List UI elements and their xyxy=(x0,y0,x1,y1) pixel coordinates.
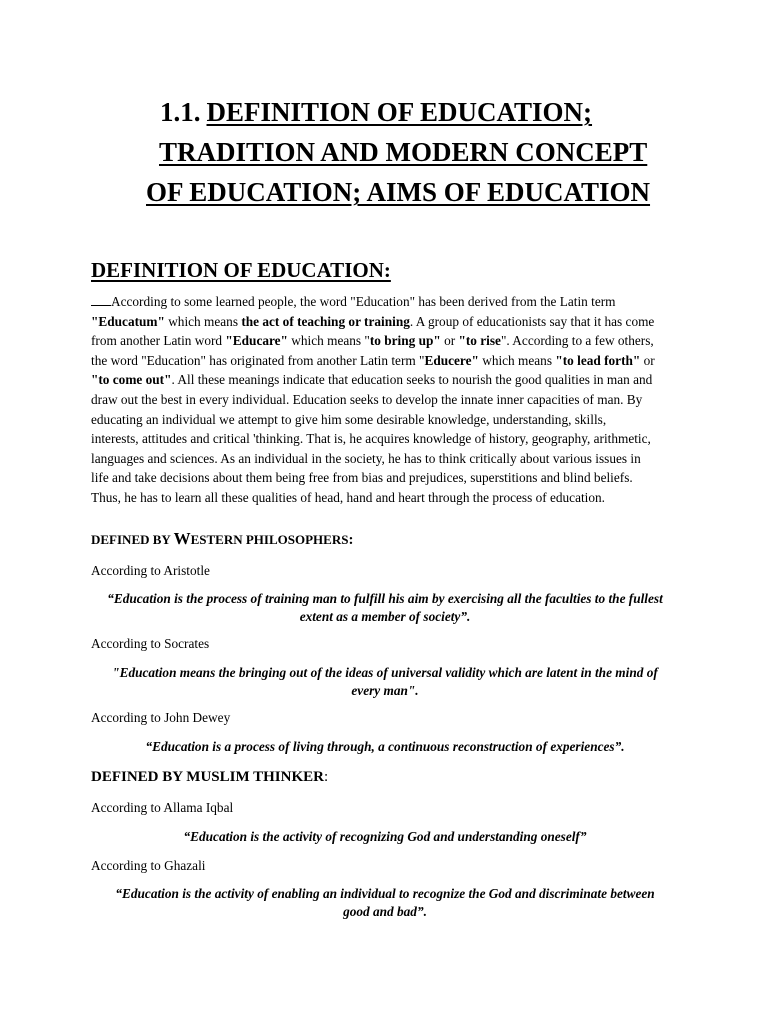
iqbal-label: According to Allama Iqbal xyxy=(91,800,234,815)
dewey-quote xyxy=(91,738,679,756)
text-run: which means xyxy=(164,313,242,329)
dewey-label: According to John Dewey xyxy=(91,710,231,725)
text-run: According to some learned people, the word "Education" has been derived from the Latin term xyxy=(111,294,616,309)
term-educere: Educere" xyxy=(424,352,479,368)
quote-line: every man". xyxy=(351,683,419,698)
heading-run: DEFINED BY MUSLIM THINKER xyxy=(91,769,324,785)
text-run: ". According to a few others, xyxy=(500,333,654,349)
paragraph-line: life and take decisions about them being free from bias and prejudices, superstitions and blind beliefs. xyxy=(91,470,633,486)
paragraph-line xyxy=(91,370,659,390)
bold-phrase: the act of teaching or training xyxy=(241,313,410,329)
paragraph-line: draw out the best in every individual. Education seeks to develop the innate inner capacities of man. By xyxy=(91,391,643,407)
bold-phrase: to bring up" xyxy=(369,333,441,349)
muslim-thinker-heading xyxy=(91,766,328,788)
paragraph-line: interests, attitudes and critical 'thinking. That is, he acquires knowledge of history, geography, arithmetic, xyxy=(91,431,651,447)
paragraph-line xyxy=(91,292,659,312)
bold-phrase: "to lead forth" xyxy=(555,352,641,368)
heading-colon: : xyxy=(348,532,354,548)
heading-run: DEFINED BY xyxy=(91,532,174,547)
quote-line: “Education is the process of training man to fulfill his aim by exercising all the faculties to the fullest xyxy=(107,591,663,606)
quote-line: “Education is the activity of enabling an individual to recognize the God and discriminate between xyxy=(115,886,655,901)
ghazali-label: According to Ghazali xyxy=(91,858,206,873)
text-run: or xyxy=(640,352,655,368)
iqbal-quote xyxy=(91,828,679,846)
quote-line: "Education means the bringing out of the ideas of universal validity which are latent in the mind of xyxy=(112,665,658,680)
bold-phrase: "to rise xyxy=(458,333,501,349)
title-line-3: OF EDUCATION; AIMS OF EDUCATION xyxy=(146,177,651,207)
paragraph-line: languages and sciences. As an individual in the society, he has to think critically about various issues in xyxy=(91,450,641,466)
text-run: the word "Education" has originated from another Latin term " xyxy=(91,352,425,368)
aristotle-label: According to Aristotle xyxy=(91,563,210,578)
text-run: from another Latin word xyxy=(91,333,226,349)
aristotle-quote xyxy=(91,590,679,626)
section-number: 1.1. xyxy=(160,97,201,127)
paragraph-line xyxy=(91,312,659,332)
heading-run: W xyxy=(173,529,191,548)
text-run: . A group of educationists say that it has come xyxy=(409,313,655,329)
title-line-2: TRADITION AND MODERN CONCEPT xyxy=(159,137,648,167)
heading-colon: : xyxy=(323,769,329,785)
bold-phrase: "to come out" xyxy=(91,372,172,388)
text-run: which means xyxy=(478,352,556,368)
term-educare: "Educare" xyxy=(225,333,288,349)
paragraph-line: Thus, he has to learn all these qualities of head, hand and heart through the process of education. xyxy=(91,489,605,505)
title-line-1 xyxy=(140,92,680,132)
definition-heading: DEFINITION OF EDUCATION: xyxy=(91,258,391,282)
text-run: . All these meanings indicate that education seeks to nourish the good qualities in man and xyxy=(171,372,653,388)
western-philosophers-heading xyxy=(91,528,353,551)
quote-line: extent as a member of society”. xyxy=(299,609,471,624)
paragraph-line: educating an individual we attempt to give him some desirable knowledge, understanding, skills, xyxy=(91,411,607,427)
paragraph-line xyxy=(91,331,659,351)
text-run: or xyxy=(440,333,459,349)
term-educatum: "Educatum" xyxy=(91,313,165,329)
definition-paragraph xyxy=(91,292,659,508)
section-title xyxy=(140,92,680,212)
paragraph-line xyxy=(91,351,659,371)
title-text-1: DEFINITION OF EDUCATION; xyxy=(206,97,593,127)
text-run: which means " xyxy=(287,333,370,349)
socrates-label: According to Socrates xyxy=(91,636,210,651)
quote-line: “Education is the activity of recognizing God and understanding oneself” xyxy=(183,829,587,844)
heading-run: ESTERN PHILOSOPHERS xyxy=(190,532,349,547)
socrates-quote xyxy=(91,664,679,700)
quote-line: “Education is a process of living through, a continuous reconstruction of experiences”. xyxy=(145,739,625,754)
indent-mark xyxy=(91,293,111,306)
quote-line: good and bad”. xyxy=(343,904,427,919)
ghazali-quote xyxy=(91,885,679,921)
